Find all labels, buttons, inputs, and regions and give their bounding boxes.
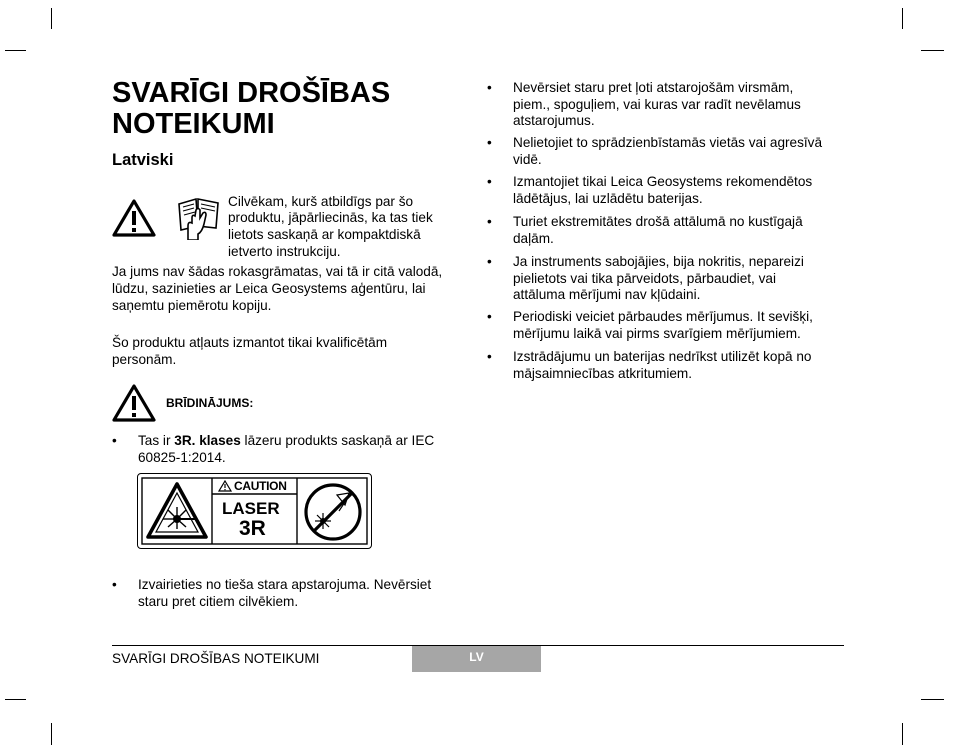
warning-label: BRĪDINĀJUMS:	[166, 396, 254, 410]
list-item	[487, 80, 847, 130]
list-item-text: pielietots vai tika pārveidots, pārbaudiet, vai	[513, 270, 776, 286]
qualified-paragraph-line: personām.	[112, 352, 177, 367]
intro-line: ietverto instrukciju.	[228, 244, 341, 259]
list-item	[487, 174, 847, 208]
intro-line: lietots saskaņā ar kompaktdiskā	[228, 227, 421, 242]
qualified-paragraph-line: Šo produktu atļauts izmantot tikai kvalificētām	[112, 335, 388, 350]
footer-section-title: SVARĪGI DROŠĪBAS NOTEIKUMI	[112, 651, 320, 666]
bullet-mark: •	[487, 309, 492, 324]
bullet-mark: •	[487, 80, 492, 95]
list-item-text: Izmantojiet tikai Leica Geosystems rekomendētos	[513, 174, 813, 189]
list-item	[487, 254, 847, 304]
bullet-mark: •	[112, 577, 117, 592]
no-beam-icon	[301, 481, 365, 543]
bullet-mark: •	[487, 214, 492, 229]
caution-text: CAUTION	[234, 479, 287, 493]
laser-hazard-icon	[145, 481, 209, 541]
intro-line: produktu, jāpārliecinās, ka tas tiek	[228, 210, 433, 225]
intro-line: Cilvēkam, kurš atbildīgs par šo	[228, 194, 414, 209]
bullet-prefix: Tas ir	[138, 433, 175, 448]
list-item-text: daļām.	[513, 230, 554, 246]
list-item-text: mērījumu laikā vai pirms svarīgiem mērījumiem.	[513, 325, 801, 341]
bullet-mark: •	[487, 135, 492, 150]
list-item-text: Nelietojiet to sprādzienbīstamās vietās vai agresīvā	[513, 135, 823, 150]
crop-mark	[921, 699, 944, 700]
bullet-suffix: lāzeru produkts saskaņā ar IEC	[240, 433, 435, 448]
list-item-text	[138, 433, 434, 450]
manual-paragraph-line: saņemtu piemērotu kopiju.	[112, 298, 272, 313]
manual-paragraph-line: Ja jums nav šādas rokasgrāmatas, vai tā ir citā valodā,	[112, 264, 443, 279]
crop-mark	[902, 8, 903, 29]
page-title: SVARĪGI DROŠĪBAS NOTEIKUMI	[112, 77, 391, 140]
caution-triangle-icon	[218, 480, 232, 492]
list-item	[112, 433, 472, 467]
language-subtitle: Latviski	[112, 151, 174, 169]
laser-warning-label	[137, 473, 372, 549]
list-item	[487, 214, 847, 248]
crop-mark	[51, 723, 52, 745]
list-item-text: Izvairieties no tieša stara apstarojuma. Nevērsiet	[138, 577, 432, 592]
bullet-mark: •	[487, 174, 492, 189]
list-item-text: Nevērsiet staru pret ļoti atstarojošām virsmām,	[513, 80, 794, 95]
list-item-text: mājsaimniecības atkritumiem.	[513, 365, 693, 381]
list-item	[112, 577, 472, 611]
list-item	[487, 349, 847, 383]
crop-mark	[902, 723, 903, 745]
manual-paragraph-line: lūdzu, sazinieties ar Leica Geosystems aģentūru, lai	[112, 281, 426, 296]
laser-text: LASER	[222, 499, 280, 518]
list-item-text: lādētājus, lai uzlādētu baterijas.	[513, 190, 703, 206]
crop-mark	[5, 50, 26, 51]
list-item-text: Periodiski veiciet pārbaudes mērījumus. It sevišķi,	[513, 309, 813, 324]
crop-mark	[51, 8, 52, 29]
list-item-text: vidē.	[513, 151, 542, 167]
laser-class-3r: 3R	[239, 517, 266, 540]
list-item-text: staru pret citiem cilvēkiem.	[138, 593, 299, 609]
bullet-mark: •	[487, 254, 492, 269]
list-item-text: 60825-1:2014.	[138, 449, 226, 465]
read-manual-icon	[176, 196, 222, 240]
list-item-text: piem., spoguļiem, vai kuras var radīt nevēlamus	[513, 96, 801, 112]
list-item	[487, 135, 847, 169]
bullet-mark: •	[487, 349, 492, 364]
warning-triangle-icon	[111, 383, 157, 423]
language-tab: LV	[412, 646, 541, 672]
list-item-text: atstarojumus.	[513, 113, 595, 128]
laser-class-text: 3R. klases	[174, 433, 241, 448]
list-item-text: Izstrādājumu un baterijas nedrīkst utilizēt kopā no	[513, 349, 812, 364]
bullet-mark: •	[112, 433, 117, 448]
crop-mark	[921, 50, 944, 51]
warning-triangle-icon	[111, 198, 157, 238]
list-item-text: Ja instruments sabojājies, bija nokritis, nepareizi	[513, 254, 804, 269]
crop-mark	[5, 699, 26, 700]
list-item-text: attāluma mērījumi nav kļūdaini.	[513, 287, 701, 302]
list-item-text: Turiet ekstremitātes drošā attālumā no kustīgajā	[513, 214, 803, 229]
list-item	[487, 309, 847, 343]
